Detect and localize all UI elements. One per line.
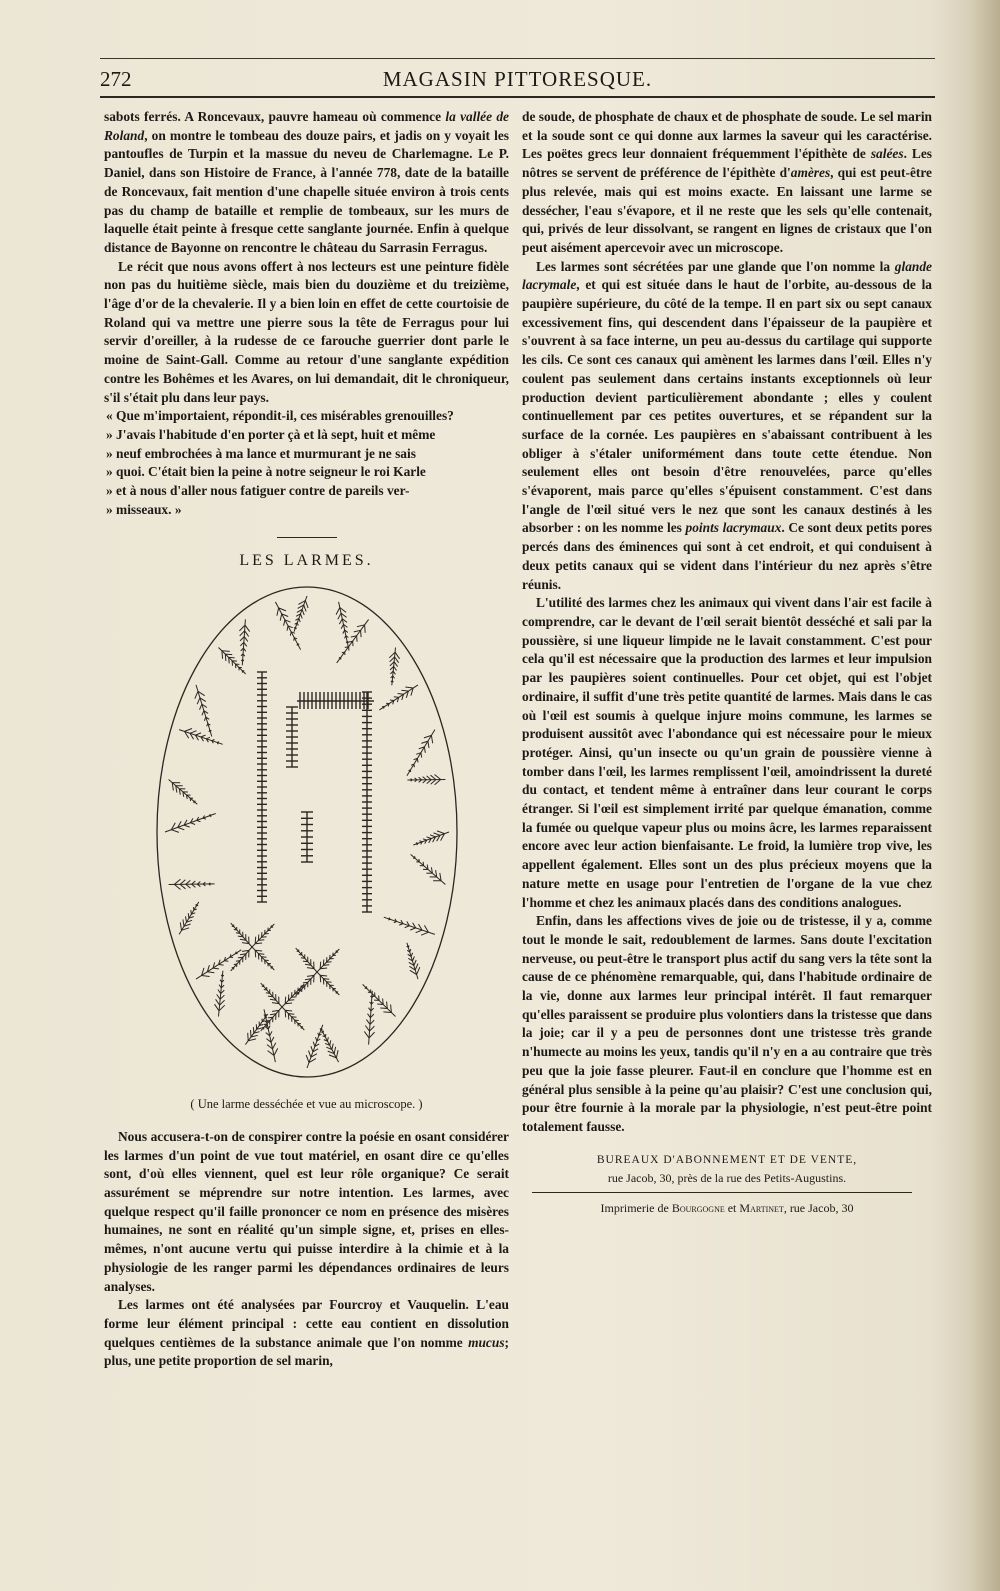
crystal-stroke: [430, 835, 436, 837]
crystal-stroke: [235, 961, 239, 962]
crystal-stroke: [267, 996, 272, 997]
paragraph: sabots ferrés. A Roncevaux, pauvre hameau où commence la vallée de Roland, on montre le tombeau des douze pairs, et jadis on y voyait les pantoufles de Turpin et la massue du neveu de Charlemagne. Le P. Daniel, dans son Histoire de France, à l'année 778, date de la bataille de Roncevaux, fait mention d'une chapelle située environ à trois cents pas du champ de bataille et remplie de tombeaux, sur les murs de laquelle était peinte à fresque cette sanglante journée. Enfin à quelque distance de Bayonne on rencontre le château du Sarrasin Ferragus.: [104, 109, 509, 255]
crystal-stroke: [225, 654, 226, 661]
crystal-stroke: [411, 953, 413, 957]
crystal-stroke: [245, 1014, 267, 1045]
crystal-stroke: [415, 930, 422, 933]
section-heading: LES LARMES.: [239, 552, 374, 570]
crystal-stroke: [280, 614, 282, 621]
right-column: [522, 108, 932, 1218]
paragraph: Le récit que nous avons offert à nos lecteurs est une peinture fidèle non pas du huitième siècle, mais bien du douzième et du treizième, l'âge d'or de la chevalerie. Il y a bien loin en effet de cette courtoisie de Roland qui va mettre une pierre sous la tête de Ferragus pour lui servir d'oreiller, à la rudesse de ce farouche guerrier dont parle le moine de Saint-Gall. Comme au retour d'une sanglante expédition contre les Bohêmes et les Avares, on lui demandait, dit le chroniqueur, s'il s'était plu dans leur pays.: [104, 258, 509, 405]
crystal-stroke: [174, 885, 180, 890]
crystal-stroke: [410, 928, 416, 930]
crystal-stroke: [331, 1044, 332, 1050]
crystal-stroke: [177, 828, 184, 830]
crystal-stroke: [211, 740, 214, 741]
crystal-stroke: [367, 1014, 370, 1018]
crystal-stroke: [221, 651, 222, 659]
footer-address: rue Jacob, 30, près de la rue des Petits-Augustins.: [607, 1171, 847, 1186]
crystal-stroke: [245, 625, 250, 632]
crystal-stroke: [320, 975, 327, 976]
crystal-stroke: [339, 619, 342, 624]
crystal-stroke: [298, 618, 299, 622]
crystal-stroke: [255, 950, 256, 957]
crystal-stroke: [426, 776, 431, 780]
crystal-stroke: [406, 730, 434, 776]
crystal-stroke: [244, 631, 248, 637]
paragraph: Les larmes sont sécrétées par une glande que l'on nomme la glande lacrymale, et qui est située dans le haut de l'orbite, au-dessous de la paupière supérieure, du côté de la tempe. Il en part six ou sept canaux excessivement fins, qui descendent dans l'épaisseur de la paupière et s'ouvrent à sa face interne, un peu au-dessus du cartilage qui supporte les cils. Ce sont ces canaux qui amènent les larmes dans l'œil. Elles n'y coulent pas seulement dans certains instants exceptionnels où leur production devient particulièrement abondante ; elles y coulent continuellement par ces petites ouvertures, et se répandent sur la surface de la cornée. Les paupières en s'abaissant contribuent à les obliger à s'étaler uniformément dans toute cette étendue. Non seulement elles ont besoin d'être renouvelées, parce qu'elles s'évaporent, mais parce qu'elles s'épuisent constamment. C'est dans l'angle de l'œil situé vers le nez que sont les canaux destinés à les absorber : on les nomme les points lacrymaux. Ce sont deux petits pores percés dans des éminences qui sont à cet endroit, et qui conduisent à deux petits canaux qui se vident dans l'intérieur du nez après s'être réunis.: [522, 258, 932, 592]
crystal-stroke: [258, 940, 264, 941]
crystal-stroke: [336, 1050, 338, 1058]
crystal-stroke: [283, 620, 284, 626]
footer: [522, 1151, 932, 1218]
crystal-stroke: [288, 1000, 294, 1001]
crystal-stroke: [430, 775, 435, 779]
crystal-stroke: [180, 880, 185, 885]
crystal-stroke: [285, 997, 286, 1004]
crystal-stroke: [337, 613, 340, 619]
crystal-stroke: [306, 1055, 309, 1063]
crystal-stroke: [315, 1037, 316, 1041]
crystal-stroke: [431, 736, 432, 744]
crystal-stroke: [174, 879, 180, 884]
crystal-stroke: [305, 601, 308, 609]
crystal-stroke: [327, 1037, 328, 1041]
crystal-stroke: [186, 795, 187, 799]
crystal-stroke: [394, 657, 398, 663]
paragraph: L'utilité des larmes chez les animaux qui vivent dans l'air est facile à comprendre, car le devant de l'œil serait bientôt desséché et sali par la poussière, si une liqueur limpide ne le lavait constamment. C'est pour cela qu'il est nécessaire que la production des larmes et leur impulsion par les paupières soient continuelles. Pour cet objet, qui est l'objet ordinaire, il suffit d'une très petite quantité de larmes. Mais dans le cas où l'œil est soumis à quelque injure moins commune, les larmes se produisent aussitôt avec l'abondance qui est nécessaire pour le mieux protéger. Ainsi, qu'un insecte ou qu'un grain de poussière vienne à tomber dans l'œil, les larmes remplissent l'œil, amoindrissent la dureté du contact, et tendent même à entraîner dans leur courant le corps étranger. Si l'œil est simplement irrité par quelque émanation, comme la fumée ou quelque vapeur plus ou moins âcre, les larmes reparaissent encore avec leur action bienfaisante. Le froid, la lumière trop vive, les appellent également. Elles sont un des plus précieux moyens que la nature mette en usage pour l'entretien de l'organe de la vue chez l'homme et chez les animaux placés dans des conditions analogues.: [522, 595, 932, 910]
page-number: 272: [100, 67, 132, 91]
crystal-stroke: [320, 975, 321, 982]
crystal-stroke: [217, 742, 219, 743]
crystal-stroke: [405, 687, 413, 688]
crystal-stroke: [320, 968, 327, 969]
crystal-stroke: [285, 1010, 292, 1011]
crystal-stroke: [297, 623, 298, 626]
crystal-stroke: [185, 884, 190, 888]
crystal-stroke: [364, 1032, 369, 1039]
crystal-stroke: [413, 960, 415, 966]
crystal-stroke: [188, 913, 189, 918]
crystal-stroke: [261, 957, 266, 958]
crystal-stroke: [285, 1003, 292, 1004]
paragraph: Nous accusera-t-on de conspirer contre la poésie en osant considérer les larmes d'un point de vue tout matériel, en osant dire ce qu'elles sont, d'où elles viennent, quel est leur rôle organique? Ce serait assurément se méprendre sur notre intention. Les larmes, avec quelque respect qu'il faille prononcer ce nom en présence des misères humaines, ne sont en réalité qu'un simple signe, et, prises en elles-mêmes, n'ont aucune vertu qui puisse interdire à la chimie et à la physiologie de les ranger parmi les dépendances ordinaires de leurs analyses.: [104, 1128, 509, 1294]
footer-rule: [532, 1192, 912, 1193]
crystal-stroke: [404, 926, 409, 928]
crystal-stroke: [165, 814, 216, 833]
crystal-stroke: [313, 1042, 315, 1047]
magazine-title: MAGASIN PITTORESQUE.: [382, 67, 653, 91]
crystal-stroke: [218, 965, 223, 966]
crystal-stroke: [320, 1029, 338, 1063]
crystal-stroke: [393, 922, 396, 923]
crystal-stroke: [268, 1026, 270, 1030]
crystal-stroke: [392, 676, 394, 678]
paragraph: de soude, de phosphate de chaux et de phosphate de soude. Le sel marin et la soude sont ce qui donne aux larmes la saveur qui les caractérise. Les poëtes grecs leur donnaient fréquemment l'épithète de salées. Les nôtres se servent de préférence de l'épithète d'amères, qui est peut-être plus relevée, mais qui est moins exacte. En laissant une larme se dessécher, l'eau s'évapore, et il ne reste que les sels qu'elle contenait, qui, privés de leur dissolvant, se rangent en lignes de cristaux que l'on peut aisément apercevoir avec un microscope.: [522, 109, 932, 255]
crystal-stroke: [274, 1049, 278, 1056]
crystal-stroke: [295, 627, 296, 629]
crystal-stroke: [416, 967, 419, 974]
crystal-stroke: [423, 862, 424, 866]
crystal-stroke: [204, 717, 206, 721]
crystal-stroke: [366, 1020, 370, 1025]
header-rule: [100, 96, 935, 98]
crystal-stroke: [394, 662, 398, 667]
crystal-stroke: [228, 658, 229, 664]
crystal-stroke: [247, 1033, 248, 1041]
figure-caption: ( Une larme desséchée et vue au microscope. ): [190, 1097, 423, 1112]
crystal-stroke: [193, 907, 194, 910]
crystal-stroke: [308, 1051, 310, 1058]
crystal-stroke: [397, 694, 403, 695]
crystal-stroke: [201, 711, 203, 716]
crystal-stroke: [317, 1033, 318, 1036]
crystal-stroke: [182, 920, 183, 927]
crystal-stroke: [369, 1032, 375, 1038]
footer-printer: Imprimerie de Bourgogne et Martinet, rue Jacob, 30: [600, 1201, 854, 1216]
crystal-stroke: [206, 737, 210, 739]
dried-tear-illustration: [142, 577, 472, 1087]
crystal-stroke: [424, 747, 425, 753]
crystal-stroke: [298, 955, 301, 956]
crystal-stroke: [415, 964, 418, 971]
crystal-stroke: [213, 968, 219, 969]
crystal-stroke: [399, 924, 403, 926]
crystal-stroke: [196, 821, 200, 822]
crystal-stroke: [207, 972, 214, 973]
crystal-stroke: [320, 962, 321, 969]
crystal-stroke: [199, 704, 201, 710]
crystal-stroke: [233, 930, 236, 931]
crystal-stroke: [195, 733, 201, 735]
crystal-stroke: [191, 884, 195, 887]
crystal-stroke: [288, 1014, 294, 1015]
crystal-stroke: [300, 958, 304, 959]
crystal-stroke: [364, 625, 365, 633]
crystal-stroke: [243, 642, 246, 646]
crystal-stroke: [235, 933, 239, 934]
crystal-stroke: [224, 961, 228, 962]
crystal-stroke: [302, 961, 307, 962]
crystal-stroke: [265, 1021, 269, 1022]
crystal-stroke: [239, 625, 245, 631]
crystal-stroke: [378, 996, 379, 1001]
crystal-stroke: [430, 780, 435, 785]
crystal-stroke: [184, 729, 192, 732]
crystal-stroke: [290, 632, 291, 636]
crystal-stroke: [386, 1002, 387, 1009]
crystal-stroke: [382, 999, 383, 1005]
crystal-stroke: [267, 1017, 272, 1018]
crystal-stroke: [401, 690, 408, 691]
crystal-stroke: [190, 731, 197, 734]
crystal-stroke: [255, 937, 256, 944]
crystal-stroke: [326, 962, 331, 963]
footer-offices: BUREAUX D'ABONNEMENT ET DE VENTE,: [596, 1153, 858, 1166]
crystal-stroke: [255, 943, 262, 944]
crystal-stroke: [323, 965, 329, 966]
crystal-stroke: [422, 777, 426, 780]
crystal-stroke: [383, 707, 384, 709]
crystal-stroke: [412, 957, 414, 962]
crystal-stroke: [190, 823, 195, 825]
crystal-stroke: [291, 1017, 296, 1018]
crystal-stroke: [265, 993, 269, 994]
crystal-stroke: [300, 614, 302, 619]
crystal-stroke: [225, 654, 232, 655]
crystal-stroke: [263, 990, 266, 991]
crystal-stroke: [184, 825, 190, 827]
left-column: [104, 108, 509, 1371]
crystal-stroke: [323, 979, 329, 980]
crystal-stroke: [326, 982, 331, 983]
crystal-stroke: [422, 839, 426, 840]
crystal-stroke: [250, 1030, 251, 1037]
crystal-stroke: [426, 780, 431, 784]
crystal-stroke: [237, 936, 242, 937]
crystal-stroke: [276, 608, 278, 616]
crystal-stroke: [244, 637, 248, 642]
crystal-stroke: [237, 957, 242, 958]
crystal-stroke: [221, 651, 229, 652]
crystal-stroke: [420, 753, 421, 758]
crystal-stroke: [393, 667, 396, 671]
crystal-stroke: [180, 923, 181, 931]
crystal-stroke: [171, 830, 179, 833]
crystal-stroke: [216, 995, 219, 1000]
page-header: [100, 63, 935, 93]
crystal-stroke: [235, 952, 236, 954]
crystal-stroke: [417, 759, 418, 763]
crystal-stroke: [180, 885, 185, 889]
crystal-stroke: [310, 1046, 312, 1052]
crystal-stroke: [302, 610, 304, 616]
crystal-stroke: [190, 910, 191, 914]
crystal-stroke: [320, 1028, 321, 1030]
crystal-stroke: [228, 658, 234, 659]
crystal-stroke: [433, 833, 440, 835]
crystal-stroke: [365, 1026, 369, 1032]
section-divider: [277, 537, 337, 538]
crystal-stroke: [287, 626, 288, 631]
crystal-stroke: [336, 608, 340, 615]
crystal-stroke: [380, 1008, 387, 1009]
crystal-stroke: [261, 937, 266, 938]
crystal-stroke: [185, 881, 190, 885]
crystal-stroke: [303, 605, 305, 612]
crystal-stroke: [200, 735, 205, 737]
crystal-stroke: [297, 644, 299, 645]
crystal-stroke: [334, 1047, 335, 1054]
crystal-stroke: [342, 630, 344, 634]
paragraph: Les larmes ont été analysées par Fourcroy et Vauquelin. L'eau forme leur élément principal : cette eau contient en dissolution quelques centièmes de la substance animale que l'on nomme mucus; plus, une petite proportion de sel marin,: [104, 1297, 509, 1369]
crystal-stroke: [413, 764, 414, 767]
crystal-stroke: [426, 837, 431, 839]
crystal-stroke: [255, 950, 262, 951]
crystal-stroke: [217, 990, 220, 994]
crystal-stroke: [356, 636, 357, 642]
crystal-stroke: [185, 916, 186, 922]
crystal-stroke: [214, 1004, 219, 1011]
crystal-stroke: [377, 1004, 383, 1005]
crystal-stroke: [421, 932, 428, 935]
crystal-stroke: [272, 1043, 275, 1049]
crystal-stroke: [269, 1031, 271, 1035]
crystal-stroke: [285, 1010, 286, 1017]
crystal-stroke: [427, 741, 428, 748]
crystal-stroke: [329, 1041, 330, 1046]
crystal-stroke: [341, 625, 343, 629]
crystal-stroke: [360, 630, 361, 637]
crystal-stroke: [437, 831, 445, 834]
crystal-stroke: [393, 671, 395, 674]
crystal-stroke: [393, 697, 398, 698]
crystal-stroke: [194, 691, 197, 698]
crystal-stroke: [258, 954, 264, 955]
crystal-stroke: [215, 999, 219, 1005]
crystal-stroke: [271, 1037, 274, 1042]
crystal-stroke: [197, 698, 200, 704]
crystal-stroke: [383, 1012, 391, 1013]
crystal-stroke: [388, 919, 390, 920]
paragraph: Enfin, dans les affections vives de joie ou de tristesse, il y a, comme tout le monde le sait, redoublement de larmes. Sans doute l'excitation nerveuse, ou peut-être le transport plus actif du sang vers la tête sont la cause de ce phénomène remarquable, qui, dans l'habitude ordinaire de la vie, donne aux larmes leur principal intérêt. Il faut remarquer qu'elles paraissent se produire plus volontiers dans la tristesse que dans la joie; car il y a peu de personnes dont une tristesse très grande n'humecte au moins les yeux, tandis qu'il n'y en a au contraire que très peu que la joie fasse pleurer. Faut-il en conclure que l'homme est en général plus sensible à la peine qu'au plaisir? C'est une conclusion qui, pour être fournie à la morale par la physiologie, n'est peut-être point totalement fausse.: [522, 913, 932, 1134]
quotation: « Que m'importaient, répondit-il, ces misérables grenouilles? » J'avais l'habitude d'en porter çà et là sept, huit et même » neuf embrochées à ma lance et murmurant je ne sais » quoi. C'était bien la peine à notre seigneur le roi Karle » et à nous d'aller nous fatiguer contre de pareils ver- » misseaux. »: [106, 408, 454, 517]
crystal-stroke: [201, 976, 209, 977]
crystal-stroke: [307, 1025, 323, 1068]
crystal-stroke: [389, 700, 393, 701]
crystal-stroke: [291, 997, 296, 998]
top-rule: [100, 58, 935, 59]
crystal-stroke: [302, 982, 307, 983]
